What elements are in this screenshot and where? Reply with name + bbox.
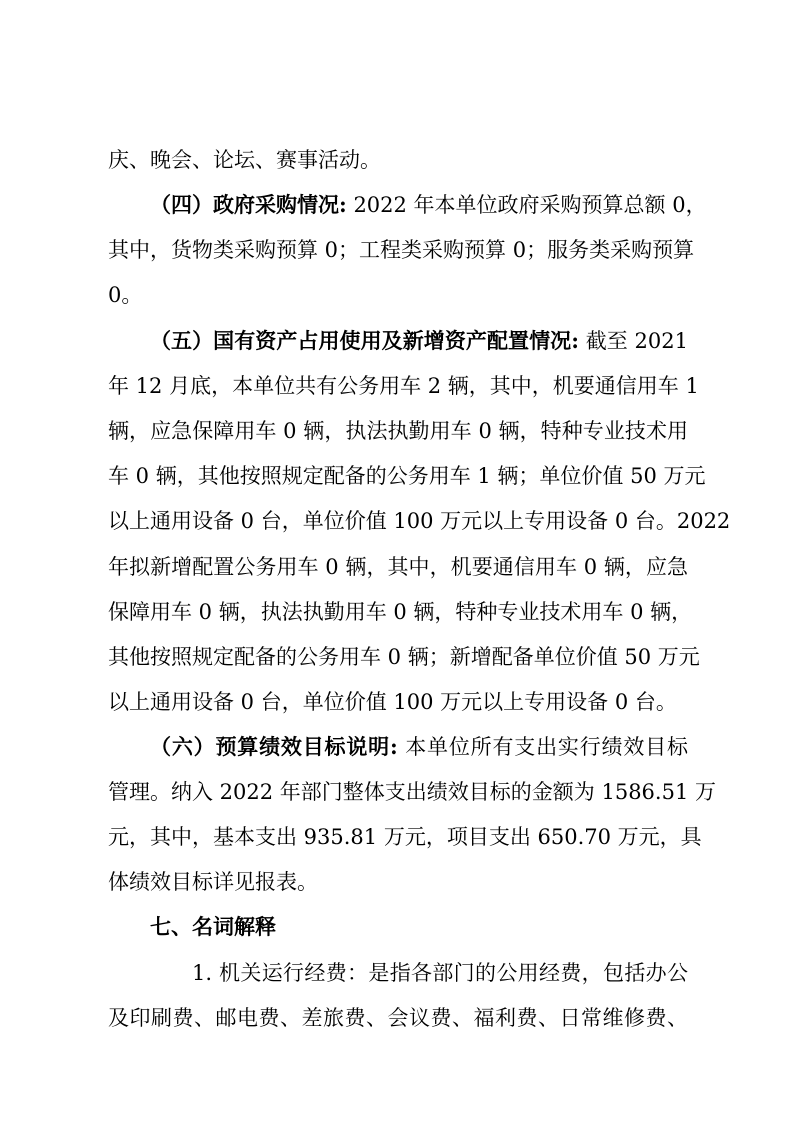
paragraph-line: 辆，应急保障用车 0 辆，执法执勤用车 0 辆，特种专业技术用: [108, 419, 688, 443]
paragraph-line: 年拟新增配置公务用车 0 辆，其中，机要通信用车 0 辆，应急: [108, 555, 688, 579]
assets-first-line: [150, 326, 688, 356]
section-heading: 七、名词解释: [150, 915, 276, 939]
paragraph-line: 年 12 月底，本单位共有公务用车 2 辆，其中，机要通信用车 1: [108, 374, 699, 398]
paragraph-line: 及印刷费、邮电费、差旅费、会议费、福利费、日常维修费、: [108, 1006, 688, 1030]
paragraph-line: 元，其中，基本支出 935.81 万元，项目支出 650.70 万元，具: [108, 825, 702, 849]
paragraph-line: 以上通用设备 0 台，单位价值 100 万元以上专用设备 0 台。: [108, 690, 677, 714]
procurement-first-line: [150, 190, 707, 220]
performance-label: （六）预算绩效目标说明:: [150, 734, 398, 759]
paragraph-line: 体绩效目标详见报表。: [108, 870, 318, 894]
paragraph-line: 其中，货物类采购预算 0；工程类采购预算 0；服务类采购预算: [108, 238, 695, 262]
paragraph-line: 保障用车 0 辆，执法执勤用车 0 辆，特种专业技术用车 0 辆，: [108, 600, 693, 624]
performance-text: 本单位所有支出实行绩效目标: [397, 735, 688, 759]
paragraph-line: 车 0 辆，其他按照规定配备的公务用车 1 辆；单位价值 50 万元: [108, 464, 706, 488]
paragraph-line: 0。: [108, 283, 143, 307]
paragraph-line: 以上通用设备 0 台，单位价值 100 万元以上专用设备 0 台。2022: [108, 509, 731, 533]
definition-first-line: 1. 机关运行经费：是指各部门的公用经费，包括办公: [192, 961, 688, 985]
paragraph-line: 管理。纳入 2022 年部门整体支出绩效目标的金额为 1586.51 万: [108, 780, 716, 804]
performance-first-line: [150, 732, 688, 762]
paragraph-line: 其他按照规定配备的公务用车 0 辆；新增配备单位价值 50 万元: [108, 645, 700, 669]
procurement-label: （四）政府采购情况:: [150, 192, 347, 217]
assets-label: （五）国有资产占用使用及新增资产配置情况:: [150, 328, 579, 353]
procurement-text: 2022 年本单位政府采购预算总额 0，: [346, 193, 707, 217]
assets-text: 截至 2021: [578, 329, 688, 353]
paragraph-line: 庆、晚会、论坛、赛事活动。: [108, 148, 381, 172]
